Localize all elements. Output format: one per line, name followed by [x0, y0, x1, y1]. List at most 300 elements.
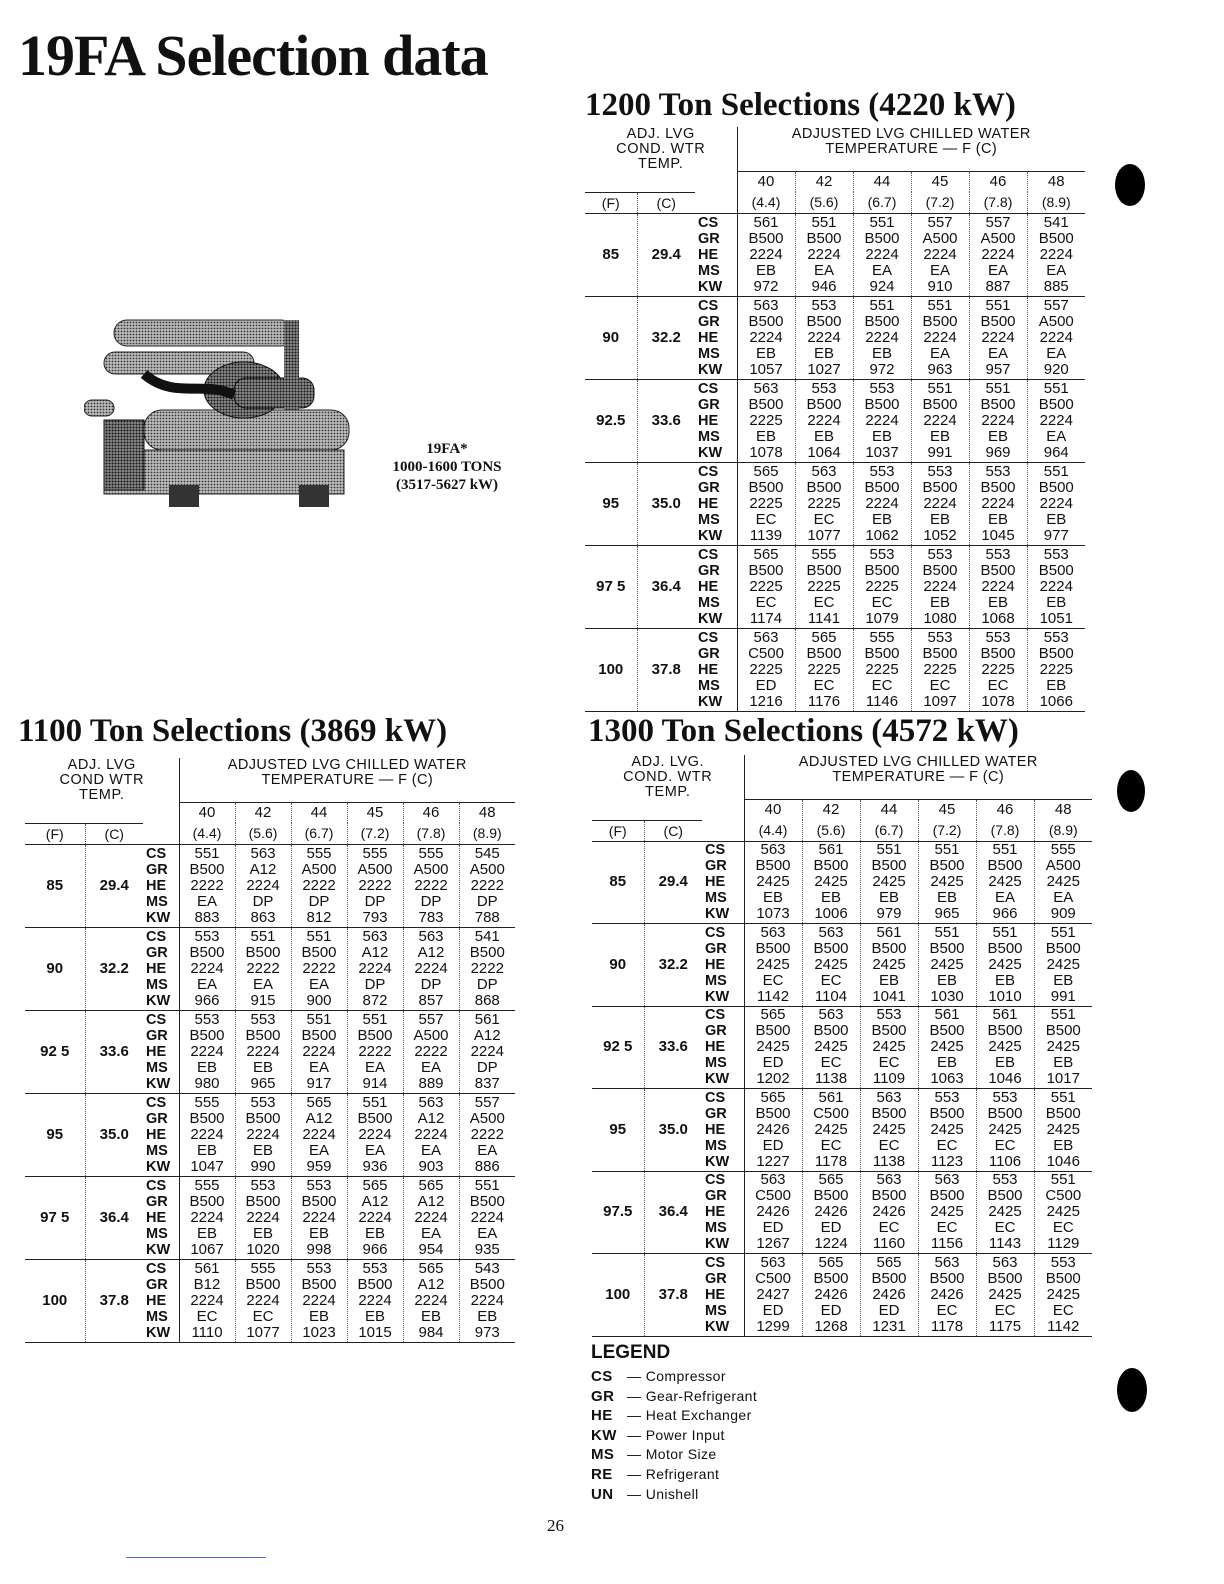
value-cell	[911, 462, 969, 545]
cell-value: ED	[820, 1301, 842, 1319]
cell-value: 551	[927, 379, 953, 397]
cell-value: 1063	[930, 1070, 964, 1088]
cell-value: A12	[361, 943, 389, 961]
cell-value: 886	[474, 1157, 500, 1175]
cell-value: B500	[301, 943, 337, 961]
legend-item	[591, 1426, 757, 1446]
cell-value: 883	[194, 908, 220, 926]
code-label: HE	[698, 495, 719, 512]
temp-c-header: (7.8)	[403, 823, 459, 844]
cell-value: 977	[1043, 526, 1069, 544]
legend-desc: — Refrigerant	[627, 1465, 720, 1482]
code-label: GR	[705, 1023, 727, 1040]
cond-temp-c: 36.4	[637, 545, 695, 628]
cell-value: EB	[309, 1307, 330, 1325]
cell-value: EB	[871, 510, 892, 528]
section-title-1200: 1200 Ton Selections (4220 kW)	[585, 87, 1016, 123]
cell-value: 563	[753, 628, 779, 646]
cell-value: DP	[476, 1058, 498, 1076]
temp-f-header: 45	[911, 172, 969, 193]
punch-hole-mark	[1115, 164, 1145, 206]
cell-value: 972	[869, 360, 895, 378]
temp-c-header: (5.6)	[802, 820, 860, 841]
cell-value: EC	[994, 1136, 1016, 1154]
cell-value: B500	[301, 1275, 337, 1293]
value-cell	[1034, 1171, 1092, 1254]
cell-value: B500	[1038, 561, 1074, 579]
cell-value: 2224	[923, 245, 957, 263]
table-row	[585, 213, 1085, 296]
cond-temp-f: 97.5	[592, 1171, 644, 1254]
code-label: GR	[698, 645, 720, 662]
code-label: HE	[698, 329, 719, 346]
code-label: GR	[698, 479, 720, 496]
legend-desc: — Unishell	[627, 1485, 699, 1502]
cell-value: 563	[760, 1171, 786, 1189]
temp-f-header: 42	[235, 803, 291, 824]
cell-value: B500	[864, 561, 900, 579]
cell-value: 2225	[923, 660, 957, 678]
legend-code: UN	[591, 1485, 614, 1503]
cell-value: EC	[994, 1301, 1016, 1319]
code-label: MS	[698, 594, 720, 611]
cell-value: 551	[306, 927, 332, 945]
cell-value: B500	[748, 561, 784, 579]
cell-value: EB	[197, 1058, 218, 1076]
cell-value: 2224	[749, 245, 783, 263]
cell-value: 788	[474, 908, 500, 926]
code-label: HE	[146, 1209, 167, 1226]
cell-value: 553	[250, 1010, 276, 1028]
cell-value: 563	[753, 296, 779, 314]
cell-value: 551	[1050, 1006, 1076, 1024]
value-cell	[911, 296, 969, 379]
cell-value: 553	[869, 545, 895, 563]
temp-c-header: (6.7)	[291, 823, 347, 844]
cell-value: ED	[762, 1136, 784, 1154]
cell-value: 2426	[814, 1203, 848, 1221]
row-codes	[695, 213, 737, 296]
cell-value: B500	[987, 857, 1023, 875]
cell-value: B500	[755, 1104, 791, 1122]
cell-value: EB	[878, 889, 899, 907]
legend-item	[591, 1445, 757, 1465]
cell-value: 2225	[749, 494, 783, 512]
temp-f-header: 44	[853, 172, 911, 193]
cell-value: 2426	[756, 1120, 790, 1138]
cell-value: EA	[987, 344, 1008, 362]
legend-item	[591, 1485, 757, 1505]
value-cell	[1027, 296, 1085, 379]
cell-value: A12	[249, 860, 277, 878]
cell-value: EB	[936, 971, 957, 989]
code-label: HE	[698, 412, 719, 429]
cell-value: 2425	[988, 1120, 1022, 1138]
cell-value: EB	[936, 1054, 957, 1072]
cell-value: DP	[476, 892, 498, 910]
code-label: KW	[146, 1075, 171, 1092]
code-label: GR	[146, 861, 168, 878]
cell-value: 557	[474, 1093, 500, 1111]
image-caption	[372, 440, 522, 494]
cell-value: 563	[250, 844, 276, 862]
legend-desc: — Gear-Refrigerant	[627, 1387, 758, 1404]
code-label: CS	[705, 1254, 726, 1271]
cell-value: 863	[250, 908, 276, 926]
cell-value: B500	[1045, 1269, 1081, 1287]
cell-value: 889	[418, 1074, 444, 1092]
cell-value: 966	[194, 991, 220, 1009]
cell-value: A500	[413, 1026, 449, 1044]
cell-value: 565	[362, 1176, 388, 1194]
cell-value: 1023	[302, 1323, 336, 1341]
cell-value: 1020	[246, 1240, 280, 1258]
cell-value: EC	[994, 1219, 1016, 1237]
cell-value: EA	[1046, 427, 1067, 445]
code-label: CS	[146, 928, 167, 945]
value-cell	[737, 545, 795, 628]
cell-value: 563	[362, 927, 388, 945]
cell-value: 868	[474, 991, 500, 1009]
cell-value: A12	[417, 943, 445, 961]
cond-temp-f: 85	[25, 844, 85, 927]
value-cell	[853, 628, 911, 711]
cell-value: EB	[987, 427, 1008, 445]
temp-f-header: 44	[860, 800, 918, 821]
cond-temp-c: 37.8	[637, 628, 695, 711]
cell-value: B500	[189, 1109, 225, 1127]
value-cell	[969, 296, 1027, 379]
cell-value: 2224	[190, 1291, 224, 1309]
cell-value: 2224	[981, 328, 1015, 346]
cell-value: EB	[253, 1224, 274, 1242]
cell-value: B500	[987, 1104, 1023, 1122]
cell-value: 551	[1050, 1088, 1076, 1106]
cell-value: 2224	[981, 245, 1015, 263]
value-cell	[235, 1259, 291, 1342]
cell-value: 553	[876, 1006, 902, 1024]
table-row	[592, 1171, 1092, 1254]
cell-value: EA	[365, 1058, 386, 1076]
cell-value: ED	[762, 1054, 784, 1072]
cell-value: 553	[1043, 545, 1069, 563]
cell-value: 1109	[872, 1070, 906, 1088]
cell-value: 551	[306, 1010, 332, 1028]
chiller-unit-image	[84, 300, 366, 510]
code-label: CS	[698, 629, 719, 646]
cond-temp-c: 29.4	[637, 213, 695, 296]
cell-value: EC	[871, 676, 893, 694]
value-cell	[235, 1176, 291, 1259]
cell-value: 555	[869, 628, 895, 646]
temp-c-header: (8.9)	[1034, 820, 1092, 841]
cell-value: B500	[980, 395, 1016, 413]
code-label: HE	[146, 1292, 167, 1309]
cell-value: 1202	[756, 1070, 790, 1088]
cell-value: 1064	[807, 443, 841, 461]
value-cell	[795, 545, 853, 628]
cond-temp-c: 35.0	[644, 1089, 702, 1172]
value-cell	[802, 1006, 860, 1089]
cell-value: B500	[755, 1022, 791, 1040]
cell-value: C500	[755, 1187, 791, 1205]
cell-value: 965	[934, 905, 960, 923]
cell-value: EB	[878, 971, 899, 989]
cell-value: 1047	[190, 1157, 224, 1175]
chilled-water-header-line: ADJUSTED LVG CHILLED WATER	[227, 758, 467, 773]
value-cell	[969, 462, 1027, 545]
cell-value: B500	[987, 939, 1023, 957]
caption-range-tons: 1000-1600 TONS	[392, 459, 502, 475]
cell-value: 1052	[923, 526, 957, 544]
cell-value: EB	[813, 344, 834, 362]
cell-value: 555	[418, 844, 444, 862]
cell-value: 837	[474, 1074, 500, 1092]
code-label: CS	[705, 924, 726, 941]
cell-value: B500	[748, 395, 784, 413]
cell-value: ED	[762, 1219, 784, 1237]
cell-value: 2224	[414, 1125, 448, 1143]
cell-value: 563	[811, 462, 837, 480]
cell-value: EB	[820, 889, 841, 907]
value-cell	[737, 296, 795, 379]
cell-value: 553	[985, 462, 1011, 480]
cell-value: 2224	[923, 494, 957, 512]
temp-f-header: 46	[976, 800, 1034, 821]
code-label: KW	[146, 909, 171, 926]
temp-f-header: 48	[1027, 172, 1085, 193]
legend-code: HE	[591, 1407, 613, 1425]
value-cell	[179, 927, 235, 1010]
cell-value: 2224	[865, 245, 899, 263]
value-cell	[1034, 924, 1092, 1007]
code-label: KW	[705, 906, 730, 923]
code-label: HE	[146, 877, 167, 894]
cell-value: 553	[250, 1176, 276, 1194]
value-cell	[179, 844, 235, 927]
cell-value: B500	[813, 1022, 849, 1040]
code-label: GR	[705, 1270, 727, 1287]
code-label: MS	[705, 1302, 727, 1319]
code-label: CS	[146, 1094, 167, 1111]
cell-value: 1051	[1039, 609, 1073, 627]
cell-value: 2224	[865, 494, 899, 512]
cell-value: DP	[364, 975, 386, 993]
cell-value: EA	[309, 1141, 330, 1159]
code-label: GR	[705, 858, 727, 875]
cell-value: 551	[1050, 1171, 1076, 1189]
cell-value: B500	[871, 1022, 907, 1040]
code-label: GR	[146, 1276, 168, 1293]
cell-value: 857	[418, 991, 444, 1009]
cell-value: 2425	[872, 1038, 906, 1056]
cell-value: 555	[194, 1093, 220, 1111]
cell-value: EA	[987, 261, 1008, 279]
value-cell	[347, 1093, 403, 1176]
cell-value: EB	[477, 1307, 498, 1325]
cell-value: 2426	[872, 1285, 906, 1303]
cond-temp-f: 90	[592, 924, 644, 1007]
cell-value: 563	[934, 1253, 960, 1271]
cell-value: 2425	[988, 955, 1022, 973]
row-codes	[695, 379, 737, 462]
cell-value: 551	[474, 1176, 500, 1194]
value-cell	[179, 1176, 235, 1259]
footer-rule	[126, 1557, 266, 1558]
value-cell	[1027, 628, 1085, 711]
cell-value: 2224	[923, 328, 957, 346]
cell-value: 563	[876, 1171, 902, 1189]
cell-value: 1041	[872, 987, 906, 1005]
value-cell	[459, 1010, 515, 1093]
cell-value: 920	[1043, 360, 1069, 378]
cell-value: 561	[753, 213, 779, 231]
cell-value: 1006	[814, 905, 848, 923]
adj-header-line: COND WTR	[59, 772, 145, 788]
cell-value: 2224	[1039, 577, 1073, 595]
cell-value: 2224	[981, 577, 1015, 595]
cell-value: B500	[922, 644, 958, 662]
table-row	[25, 927, 515, 1010]
table-row	[585, 628, 1085, 711]
cell-value: 1062	[865, 526, 899, 544]
cell-value: EA	[421, 1058, 442, 1076]
cond-temp-c: 35.0	[85, 1093, 143, 1176]
cell-value: 551	[876, 841, 902, 859]
value-cell	[347, 1259, 403, 1342]
code-label: KW	[698, 361, 723, 378]
cell-value: 2224	[302, 1042, 336, 1060]
cell-value: A500	[1038, 312, 1074, 330]
cell-value: 2426	[872, 1203, 906, 1221]
adj-lvg-cond-header	[592, 755, 744, 820]
selection-table	[585, 127, 1085, 712]
value-cell	[744, 841, 802, 924]
table-1100-tons	[25, 758, 515, 1343]
legend-code: RE	[591, 1465, 613, 1483]
cell-value: 563	[753, 379, 779, 397]
value-cell	[235, 1010, 291, 1093]
code-label: KW	[698, 610, 723, 627]
cell-value: 1216	[749, 692, 783, 710]
value-cell	[235, 927, 291, 1010]
cell-value: 2224	[923, 411, 957, 429]
cell-value: 551	[1050, 923, 1076, 941]
cell-value: 1079	[865, 609, 899, 627]
cell-value: 2222	[470, 959, 504, 977]
value-cell	[744, 1254, 802, 1337]
value-cell	[179, 1093, 235, 1176]
code-label: HE	[698, 246, 719, 263]
cell-value: EB	[929, 510, 950, 528]
cell-value: 2222	[190, 876, 224, 894]
code-label: MS	[698, 677, 720, 694]
cell-value: 1138	[814, 1070, 848, 1088]
cell-value: 553	[992, 1088, 1018, 1106]
cell-value: 563	[760, 841, 786, 859]
value-cell	[179, 1259, 235, 1342]
cell-value: 2222	[414, 1042, 448, 1060]
temp-c-header: (7.2)	[911, 192, 969, 213]
cell-value: 1146	[865, 692, 899, 710]
cell-value: EB	[197, 1141, 218, 1159]
cell-value: 557	[927, 213, 953, 231]
cell-value: EA	[1046, 344, 1067, 362]
cond-temp-f: 97 5	[585, 545, 637, 628]
chilled-water-header-line: ADJUSTED LVG CHILLED WATER	[798, 755, 1038, 770]
cell-value: ED	[878, 1301, 900, 1319]
table-row	[585, 462, 1085, 545]
cell-value: 2425	[988, 1203, 1022, 1221]
cell-value: B500	[813, 1269, 849, 1287]
cell-value: B500	[1038, 395, 1074, 413]
cell-value: 2425	[1046, 1038, 1080, 1056]
cell-value: B500	[1045, 939, 1081, 957]
row-codes	[143, 1093, 179, 1176]
unit-f-header: (F)	[592, 820, 644, 841]
cell-value: 2225	[749, 660, 783, 678]
cell-value: B500	[301, 1026, 337, 1044]
cell-value: 966	[362, 1240, 388, 1258]
cell-value: B500	[806, 478, 842, 496]
value-cell	[860, 1171, 918, 1254]
cell-value: 2427	[756, 1285, 790, 1303]
cell-value: C500	[813, 1104, 849, 1122]
row-codes	[143, 1176, 179, 1259]
cell-value: 917	[306, 1074, 332, 1092]
cell-value: 2425	[814, 873, 848, 891]
cell-value: 551	[869, 296, 895, 314]
cell-value: B500	[929, 939, 965, 957]
cell-value: B500	[922, 312, 958, 330]
code-label: KW	[146, 1324, 171, 1341]
code-label: KW	[698, 444, 723, 461]
cell-value: 553	[194, 927, 220, 945]
value-cell	[969, 545, 1027, 628]
code-label: CS	[705, 1172, 726, 1189]
cell-value: 553	[306, 1259, 332, 1277]
cell-value: 2426	[814, 1285, 848, 1303]
cell-value: EA	[1046, 261, 1067, 279]
cell-value: 551	[985, 296, 1011, 314]
row-codes	[143, 1010, 179, 1093]
value-cell	[976, 841, 1034, 924]
legend-code: KW	[591, 1426, 617, 1444]
cell-value: B500	[980, 644, 1016, 662]
value-cell	[459, 927, 515, 1010]
cell-value: B500	[245, 1275, 281, 1293]
cell-value: B500	[1038, 229, 1074, 247]
code-label: MS	[705, 1137, 727, 1154]
cell-value: B500	[245, 943, 281, 961]
cond-temp-c: 29.4	[85, 844, 143, 927]
cell-value: 555	[194, 1176, 220, 1194]
cell-value: 2225	[749, 411, 783, 429]
cell-value: 561	[992, 1006, 1018, 1024]
unit-c-header: (C)	[637, 192, 695, 213]
cell-value: 561	[934, 1006, 960, 1024]
adj-header-line: ADJ. LVG	[67, 758, 136, 773]
value-cell	[860, 841, 918, 924]
cond-temp-c: 33.6	[85, 1010, 143, 1093]
value-cell	[459, 844, 515, 927]
cell-value: 2224	[246, 1291, 280, 1309]
legend-item	[591, 1387, 757, 1407]
cell-value: 812	[306, 908, 332, 926]
cell-value: EC	[196, 1307, 218, 1325]
temp-c-header: (4.4)	[737, 192, 795, 213]
cell-value: C500	[755, 1269, 791, 1287]
